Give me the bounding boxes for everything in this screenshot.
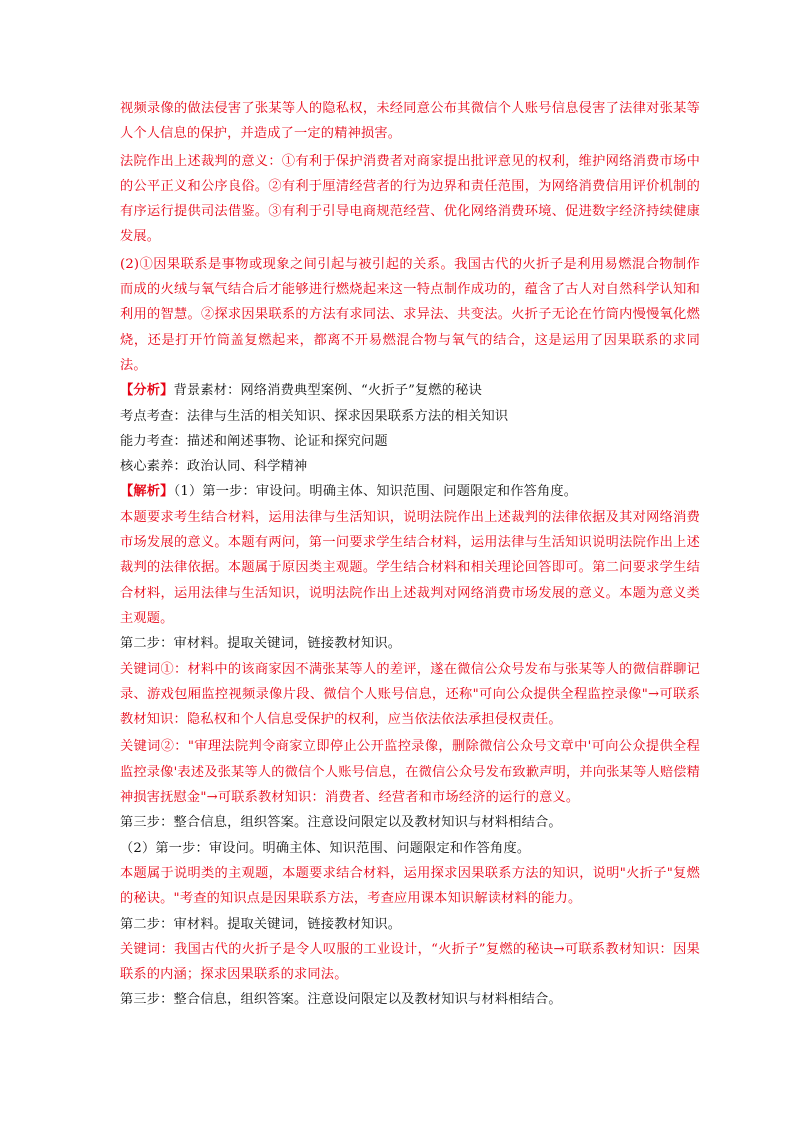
- keyword-one-paragraph: [120, 657, 700, 733]
- step-two-line: [120, 631, 700, 656]
- paragraph-text: （2）第一步：审设问。明确主体、知识范围、问题限定和作答角度。: [120, 840, 531, 856]
- paragraph-text: 考点考查：法律与生活的相关知识、探求因果联系方法的相关知识: [120, 408, 509, 424]
- paragraph-text: （1）第一步：审设问。明确主体、知识范围、问题限定和作答角度。: [173, 484, 578, 500]
- answer-paragraph-privacy: [120, 96, 700, 147]
- answer-paragraph-causality: [120, 252, 700, 378]
- exam-point-line: [120, 404, 700, 429]
- paragraph-text: 视频录像的做法侵害了张某等人的隐私权，未经同意公布其微信个人账号信息侵害了法律对张某等人个人信息的保护，并造成了一定的精神损害。: [120, 101, 700, 142]
- q2-keyword-paragraph: [120, 937, 700, 988]
- paragraph-text: 关键词：我国古代的火折子是令人叹服的工业设计，“火折子”复燃的秘诀→可联系教材知识：因果联系的内涵；探求因果联系的求同法。: [120, 941, 700, 983]
- answer-document: [120, 96, 700, 1013]
- paragraph-text: 第二步：审材料。提取关键词，链接教材知识。: [120, 636, 402, 652]
- paragraph-text: 法院作出上述裁判的意义：①有利于保护消费者对商家提出批评意见的权利，维护网络消费市场中的公平正义和公序良俗。②有利于厘清经营者的行为边界和责任范围，为网络消费信用评价机制的有序运行提供司法借鉴。③有利于引导电商规范经营、优化网络消费环境、促进数字经济持续健康发展。: [120, 153, 700, 245]
- explanation-heading: [120, 479, 700, 504]
- paragraph-text: 本题属于说明类的主观题，本题要求结合材料，运用探求因果联系方法的知识，说明"火折子"复燃的秘诀。"考查的知识点是因果联系方法，考查应用课本知识解读材料的能力。: [120, 865, 700, 907]
- paragraph-text: 本题要求考生结合材料，运用法律与生活知识，说明法院作出上述裁判的法律依据及其对网络消费市场发展的意义。本题有两问，第一问要求学生结合材料，运用法律与生活知识说明法院作出上述裁判的法律依据。本题属于原因类主观题。学生结合材料和相关理论回答即可。第二问要求学生结合材料，运用法律与生活知识，说明法院作出上述裁判对网络消费市场发展的意义。本题为意义类主观题。: [120, 509, 700, 626]
- step-three-line: [120, 810, 700, 835]
- paragraph-text: 能力考查：描述和阐述事物、论证和探究问题: [120, 433, 388, 449]
- core-literacy-line: [120, 454, 700, 479]
- analysis-heading: [120, 378, 700, 403]
- q2-step-three-line: [120, 987, 700, 1012]
- paragraph-text: 第三步：整合信息，组织答案。注意设问限定以及教材知识与材料相结合。: [120, 992, 562, 1008]
- paragraph-text: 核心素养：政治认同、科学精神: [120, 459, 308, 475]
- explanation-label: 【解析】: [120, 484, 174, 500]
- paragraph-text: 第二步：审材料。提取关键词，链接教材知识。: [120, 916, 402, 932]
- explanation-paragraph-q1: [120, 505, 700, 631]
- paragraph-text: 第三步：整合信息，组织答案。注意设问限定以及教材知识与材料相结合。: [120, 815, 562, 831]
- q2-step-two-line: [120, 912, 700, 937]
- analysis-label: 【分析】: [120, 383, 174, 399]
- answer-paragraph-ruling-significance: [120, 149, 700, 250]
- paragraph-text: (2)①因果联系是事物或现象之间引起与被引起的关系。我国古代的火折子是利用易燃混合物制作而成的火绒与氧气结合后才能够进行燃烧起来这一特点制作成功的，蕴含了古人对自然科学认知和利用的智慧。②探求因果联系的方法有求同法、求异法、共变法。火折子无论在竹筒内慢慢氧化燃烧，还是打开竹筒盖复燃起来，都离不开易燃混合物与氧气的结合，这是运用了因果联系的求同法。: [120, 256, 700, 373]
- paragraph-text: 关键词②："审理法院判令商家立即停止公开监控录像，删除微信公众号文章中'可向公众提供全程监控录像'表述及张某等人的微信个人账号信息，在微信公众号发布致歉声明，并向张某等人赔偿精神损害抚慰金"→可联系教材知识：消费者、经营者和市场经济的运行的意义。: [120, 739, 700, 806]
- ability-line: [120, 429, 700, 454]
- q2-step-one-line: [120, 836, 700, 861]
- paragraph-text: 背景素材：网络消费典型案例、“火折子”复燃的秘诀: [173, 383, 482, 399]
- keyword-two-paragraph: [120, 734, 700, 810]
- explanation-paragraph-q2: [120, 861, 700, 912]
- paragraph-text: 关键词①：材料中的该商家因不满张某等人的差评，遂在微信公众号发布与张某等人的微信群聊记录、游戏包厢监控视频录像片段、微信个人账号信息，还称"可向公众提供全程监控录像"→可联系教材知识：隐私权和个人信息受保护的权利，应当依法依法承担侵权责任。: [120, 661, 700, 728]
